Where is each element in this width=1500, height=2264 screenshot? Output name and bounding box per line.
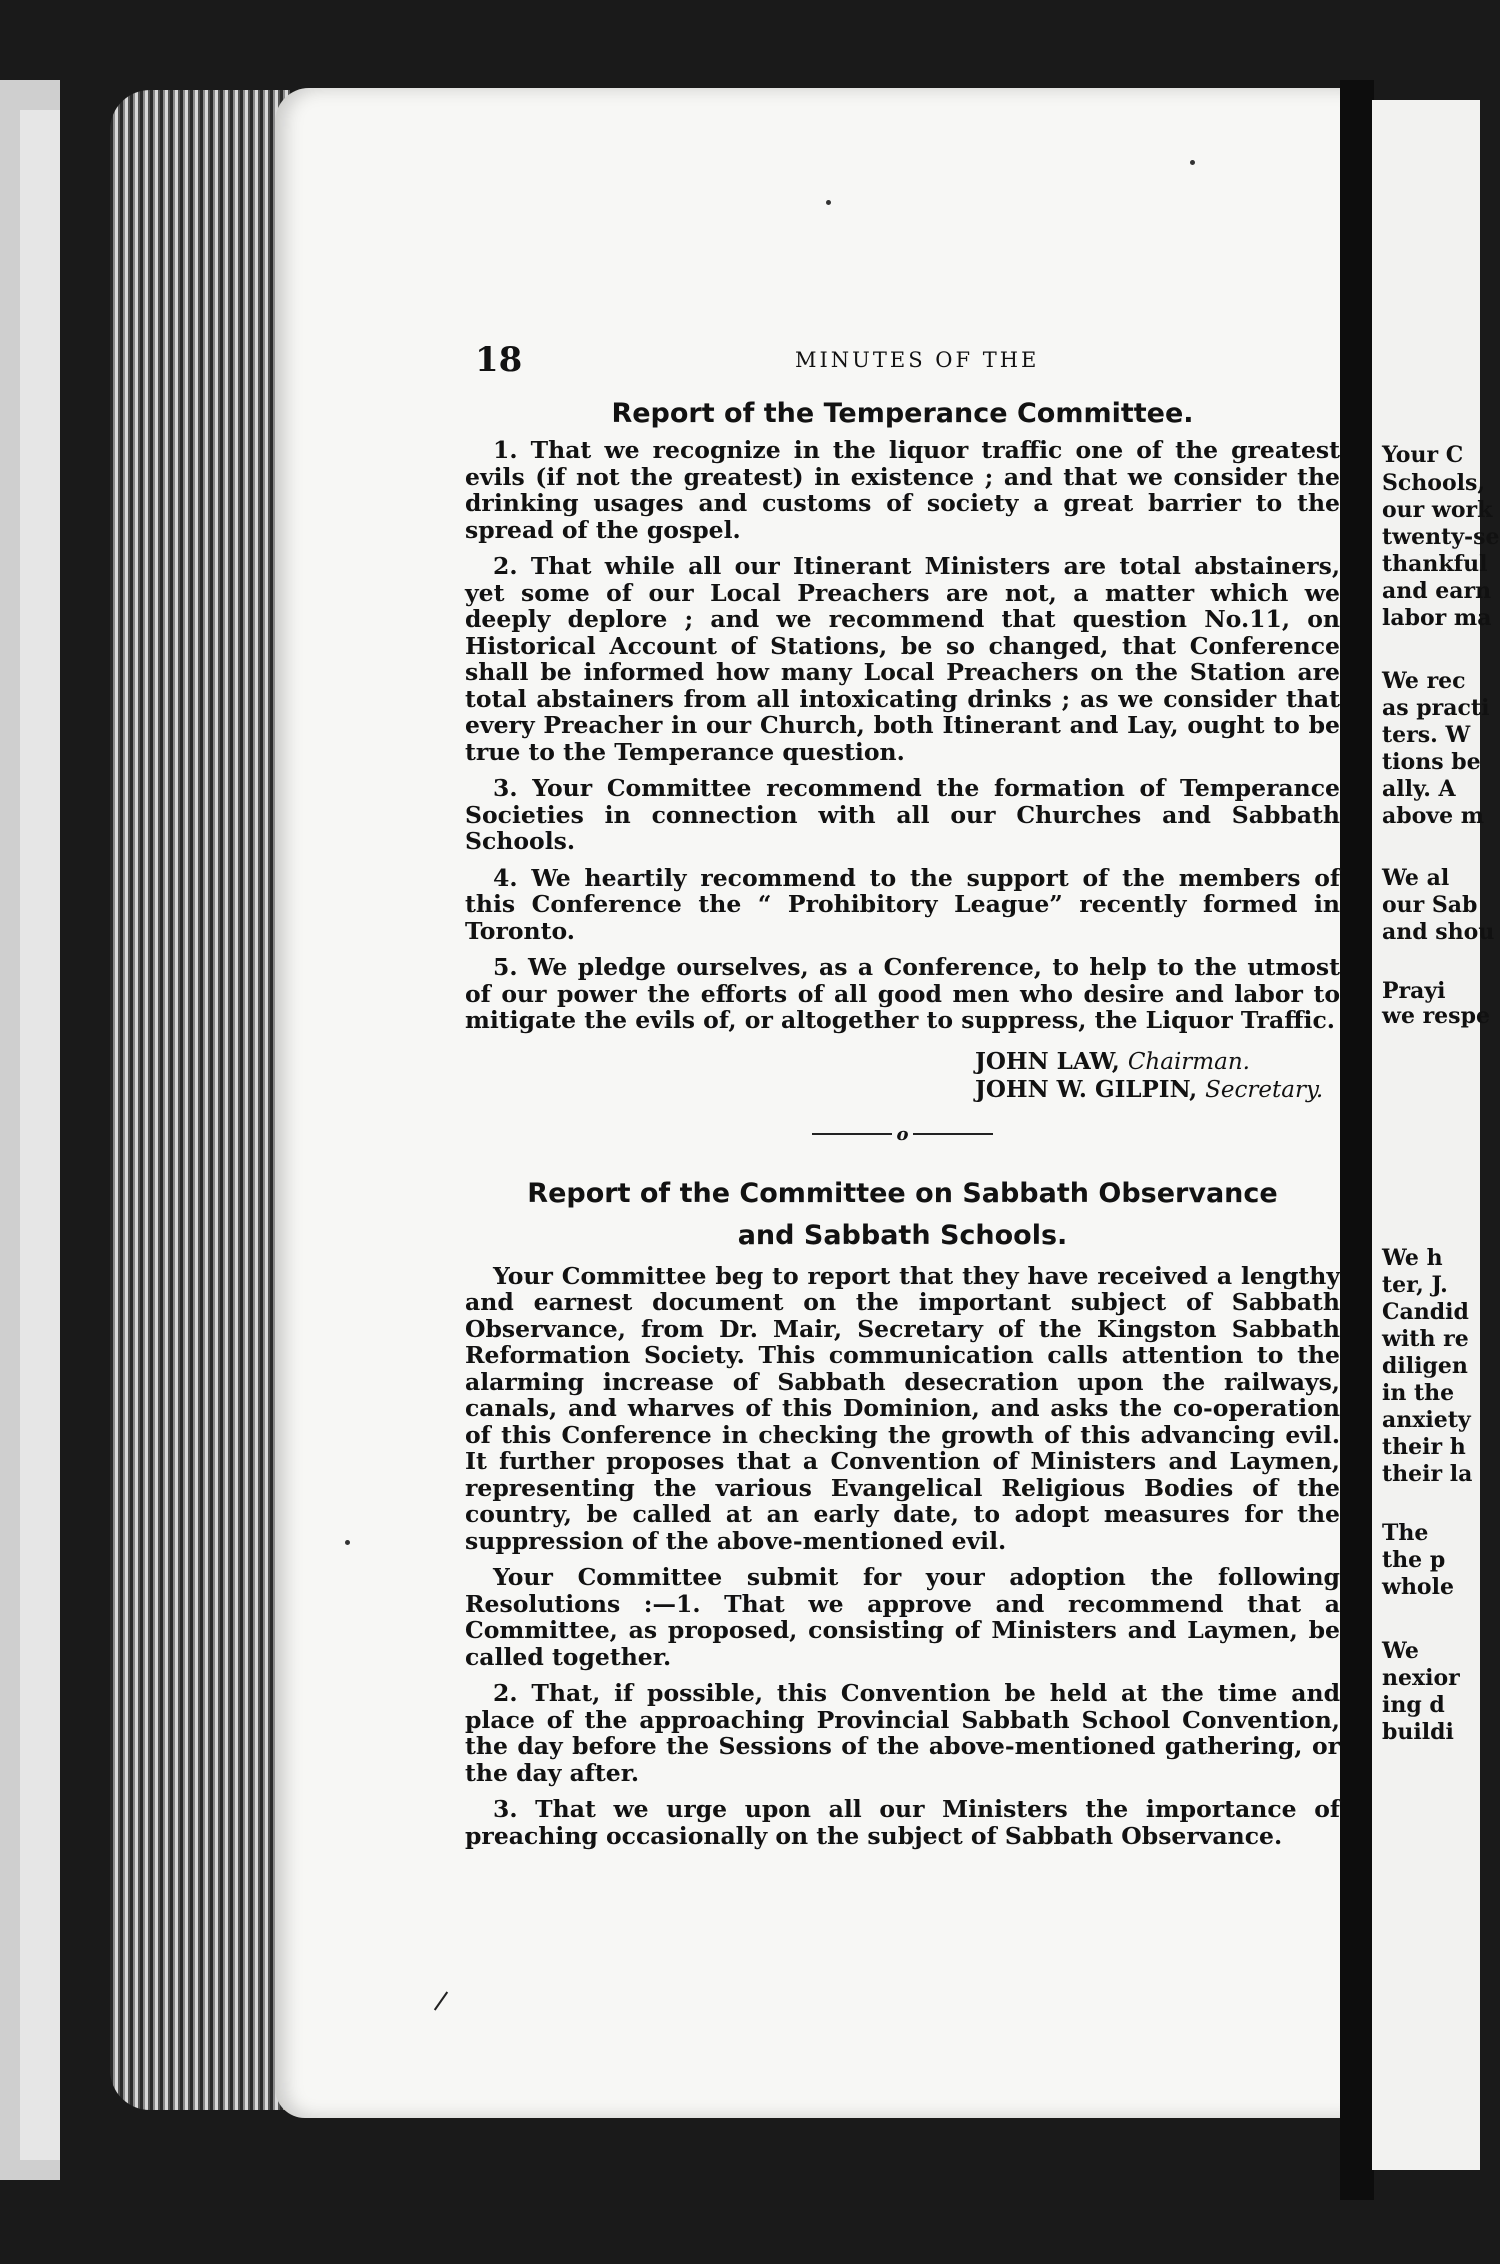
cover-shadow [20, 110, 60, 2160]
page-edges [110, 90, 290, 2110]
facing-fragment: buildi [1382, 1719, 1454, 1745]
running-title: MINUTES OF THE [795, 348, 1040, 372]
facing-fragment: the p [1382, 1547, 1446, 1573]
signer-role: Secretary. [1205, 1076, 1324, 1103]
facing-fragment: Prayi [1382, 978, 1446, 1004]
facing-fragment: ing d [1382, 1692, 1445, 1718]
temperance-resolution: 3. Your Committee recommend the formation of Temperance Societies in connection with all our Churches and Sabbath Schools. [465, 774, 1340, 855]
sabbath-paragraph: Your Committee submit for your adoption the following Resolutions :—1. That we approve and recommend that a Committee, as proposed, consisting of Ministers and Laymen, be called together. [465, 1563, 1340, 1671]
facing-fragment: we respe [1382, 1003, 1490, 1029]
divider-mark: o [896, 1123, 909, 1145]
facing-fragment: nexior [1382, 1665, 1460, 1691]
temperance-resolution: 4. We heartily recommend to the support of the members of this Conference the “ Prohibitory League” recently formed in Toronto. [465, 863, 1340, 945]
page-text [465, 340, 1340, 1859]
signer-name: JOHN W. GILPIN, [975, 1075, 1198, 1103]
divider-rule-left [812, 1133, 892, 1135]
sabbath-paragraph: Your Committee beg to report that they have received a lengthy and earnest document on the important subject of Sabbath Observance, from Dr. Mair, Secretary of the Kingston Sabbath Reformation Society. This communication calls attention to the alarming increase of Sabbath desecration upon the railways, canals, and wharves of this Dominion, and asks the co-operation of this Conference in checking the growth of this advancing evil. It further proposes that a Convention of Ministers and Laymen, representing the various Evangelical Religious Bodies of the country, be called at an early date, to adopt measures for the suppression of the above-mentioned evil. [465, 1261, 1340, 1555]
facing-fragment: in the [1382, 1380, 1455, 1406]
facing-fragment: their la [1382, 1461, 1473, 1487]
facing-fragment: The [1382, 1520, 1429, 1546]
ink-speck [1190, 160, 1195, 165]
facing-fragment: ally. A [1382, 776, 1456, 802]
facing-page [1372, 100, 1500, 2170]
facing-fragment: We [1382, 1638, 1419, 1664]
sabbath-paragraph: 2. That, if possible, this Convention be held at the time and place of the approaching Provincial Sabbath School Convention, the day before the Sessions of the above-mentioned gathering, or the day after. [465, 1679, 1340, 1787]
sabbath-paragraph: 3. That we urge upon all our Ministers the importance of preaching occasionally on the subject of Sabbath Observance. [465, 1795, 1340, 1850]
temperance-resolution: 2. That while all our Itinerant Ministers are total abstainers, yet some of our Local Preachers are not, a matter which we deeply deplore ; and we recommend that question No.11, on Historical Account of Stations, be so changed, that Conference shall be informed how many Local Preachers on the Station are total abstainers from all intoxicating drinks ; as we consider that every Preacher in our Church, both Itinerant and Lay, ought to be true to the Temperance question. [465, 552, 1340, 766]
facing-fragment: twenty-se [1382, 524, 1500, 550]
facing-fragment: labor ma [1382, 605, 1492, 631]
signature-secretary [975, 1076, 1340, 1104]
facing-fragment: anxiety [1382, 1407, 1471, 1433]
running-head [465, 340, 1340, 392]
signer-role: Chairman. [1127, 1048, 1250, 1075]
signature-chairman [975, 1048, 1340, 1076]
temperance-resolution: 5. We pledge ourselves, as a Conference, to help to the utmost of our power the efforts of all good men who desire and labor to mitigate the evils of, or altogether to suppress, the Liquor Traffic. [465, 953, 1340, 1034]
facing-fragment: We h [1382, 1245, 1443, 1271]
facing-fragment: Schools, [1382, 470, 1486, 496]
section-divider [465, 1124, 1340, 1145]
sabbath-report-title [465, 1173, 1340, 1257]
facing-fragment: whole [1382, 1574, 1454, 1600]
divider-rule-right [913, 1133, 993, 1135]
facing-fragment: our work [1382, 497, 1493, 523]
book-gutter [1340, 80, 1374, 2200]
sabbath-title-line-1: Report of the Committee on Sabbath Observance [527, 1177, 1278, 1209]
temperance-resolution: 1. That we recognize in the liquor traffic one of the greatest evils (if not the greatest) in existence ; and that we consider the drinking usages and customs of society a great barrier to the spread of the gospel. [465, 436, 1340, 544]
facing-fragment: Candid [1382, 1299, 1469, 1325]
facing-fragment: above m [1382, 803, 1485, 829]
facing-fragment: and earn [1382, 578, 1492, 604]
facing-fragment: with re [1382, 1326, 1469, 1352]
facing-fragment: We al [1382, 865, 1450, 891]
facing-fragment: ters. W [1382, 722, 1471, 748]
facing-fragment: We rec [1382, 668, 1466, 694]
ink-speck [826, 200, 831, 205]
facing-fragment: ter, J. [1382, 1272, 1448, 1298]
facing-fragment: their h [1382, 1434, 1466, 1460]
temperance-report-title: Report of the Temperance Committee. [611, 398, 1194, 429]
page-number: 18 [475, 340, 523, 380]
facing-fragment: as practi [1382, 695, 1490, 721]
facing-fragment: diligen [1382, 1353, 1468, 1379]
sabbath-title-line-2: and Sabbath Schools. [737, 1219, 1068, 1251]
signature-block [975, 1048, 1340, 1104]
ink-speck [345, 1540, 350, 1545]
facing-fragment: thankful [1382, 551, 1488, 577]
facing-fragment: Your C [1382, 442, 1464, 468]
facing-fragment: and shou [1382, 919, 1495, 945]
signer-name: JOHN LAW, [975, 1047, 1120, 1075]
facing-fragment: our Sab [1382, 892, 1478, 918]
facing-fragment: tions be [1382, 749, 1481, 775]
